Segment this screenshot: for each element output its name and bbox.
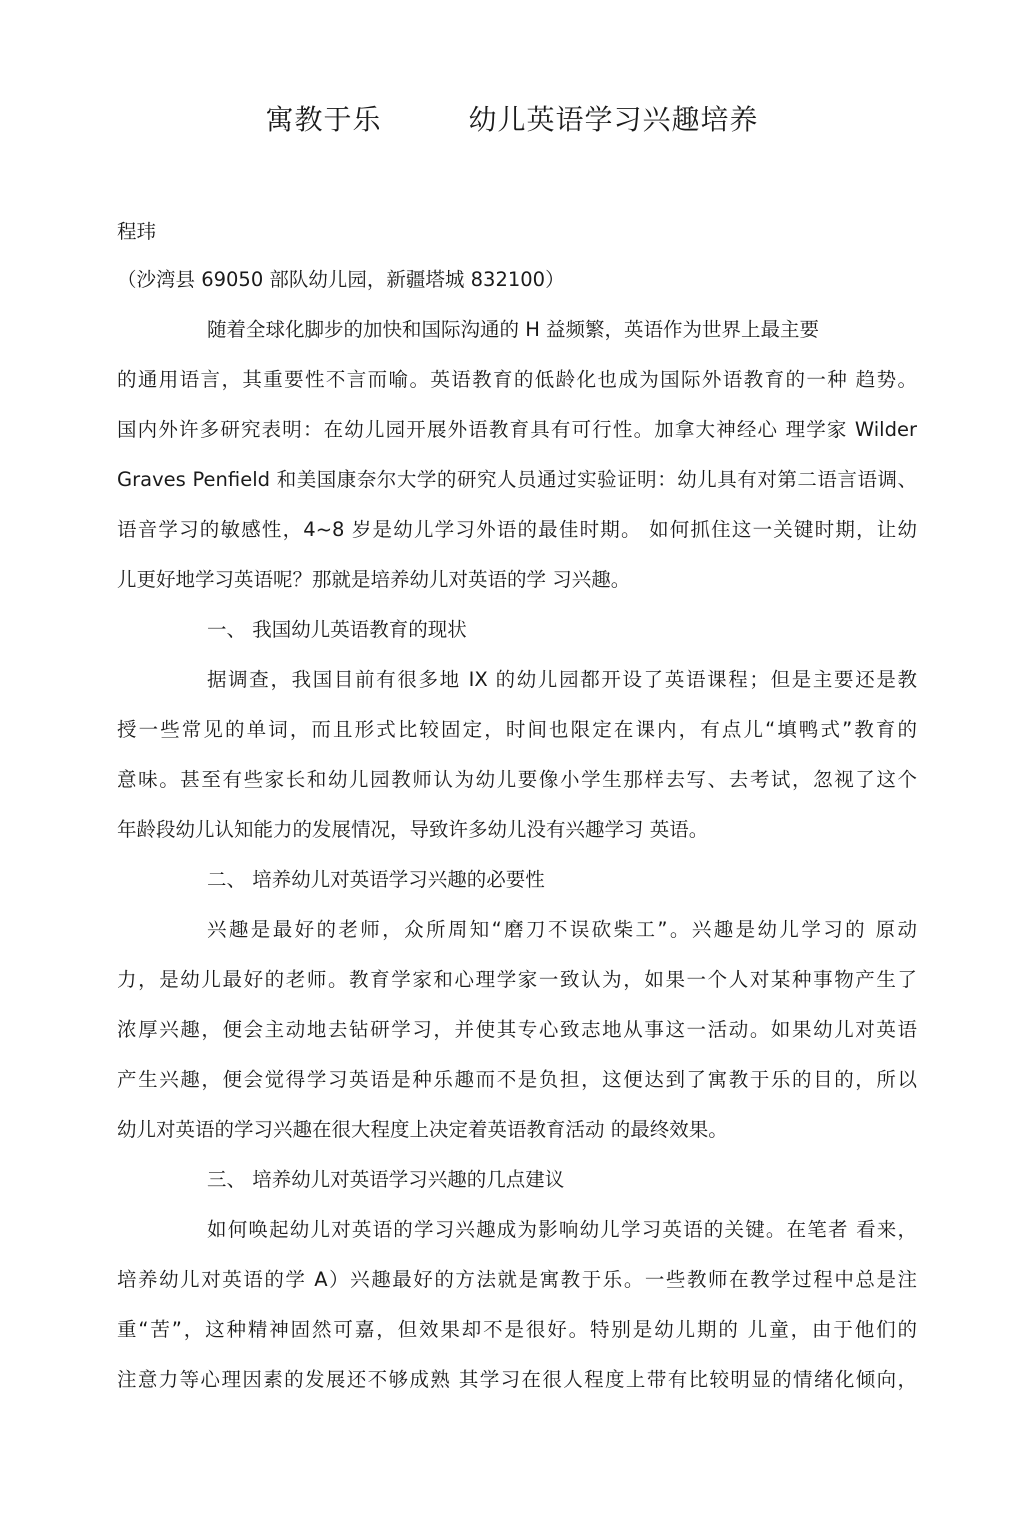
intro-line: 的通用语言，其重要性不言而喻。英语教育的低龄化也成为国际外语教育的一种 趋势。	[117, 368, 917, 391]
section1-line: 年龄段幼儿认知能力的发展情况，导致许多幼儿没有兴趣学习 英语。	[117, 818, 709, 841]
section2-line: 产生兴趣，便会觉得学习英语是种乐趣而不是负担，这便达到了寓教于乐的目的，所以	[117, 1068, 917, 1091]
section1-line: 意味。甚至有些家长和幼儿园教师认为幼儿要像小学生那样去写、去考试，忽视了这个	[117, 768, 917, 791]
section1-line: 授一些常见的单词，而且形式比较固定，时间也限定在课内，有点儿“填鸭式”教育的	[117, 718, 917, 741]
section3-line: 培养幼儿对英语的学 A）兴趣最好的方法就是寓教于乐。一些教师在教学过程中总是注	[117, 1268, 917, 1291]
section-heading-3: 三、 培养幼儿对英语学习兴趣的几点建议	[207, 1168, 565, 1191]
section2-line: 浓厚兴趣，便会主动地去钻研学习，并使其专心致志地从事这一活动。如果幼儿对英语	[117, 1018, 917, 1041]
intro-line: Graves Penfield 和美国康奈尔大学的研究人员通过实验证明：幼儿具有对第二语言语调、	[117, 468, 917, 491]
section3-line: 注意力等心理因素的发展还不够成熟 其学习在很人程度上带有比较明显的情绪化倾向，	[117, 1368, 917, 1391]
author-name: 程玮	[117, 220, 157, 243]
intro-line: 语音学习的敏感性，4~8 岁是幼儿学习外语的最佳时期。 如何抓住这一关键时期，让幼	[117, 518, 917, 541]
intro-line: 儿更好地学习英语呢？那就是培养幼儿对英语的学 习兴趣。	[117, 568, 631, 591]
section-heading-2: 二、 培养幼儿对英语学习兴趣的必要性	[207, 868, 545, 891]
intro-line: 国内外许多研究表明：在幼儿园开展外语教育具有可行性。加拿大神经心 理学家 Wilder	[117, 418, 917, 441]
section1-line: 据调查，我国目前有很多地 IX 的幼儿园都开设了英语课程；但是主要还是教	[207, 668, 917, 691]
section-heading-1: 一、 我国幼儿英语教育的现状	[207, 618, 467, 641]
document-title: 寓教于乐 幼儿英语学习兴趣培养	[265, 103, 759, 136]
section3-line: 如何唤起幼儿对英语的学习兴趣成为影响幼儿学习英语的关键。在笔者 看来，	[207, 1218, 917, 1241]
section3-line: 重“苦”，这种精神固然可嘉，但效果却不是很好。特别是幼儿期的 儿童，由于他们的	[117, 1318, 917, 1341]
section2-line: 力，是幼儿最好的老师。教育学家和心理学家一致认为，如果一个人对某种事物产生了	[117, 968, 917, 991]
section2-line: 幼儿对英语的学习兴趣在很大程度上决定着英语教育活动 的最终效果。	[117, 1118, 728, 1141]
intro-line: 随着全球化脚步的加快和国际沟通的 H 益频繁，英语作为世界上最主要	[207, 318, 820, 341]
author-affiliation: （沙湾县 69050 部队幼儿园，新疆塔城 832100）	[117, 268, 565, 291]
section2-line: 兴趣是最好的老师，众所周知“磨刀不误砍柴工”。兴趣是幼儿学习的 原动	[207, 918, 917, 941]
